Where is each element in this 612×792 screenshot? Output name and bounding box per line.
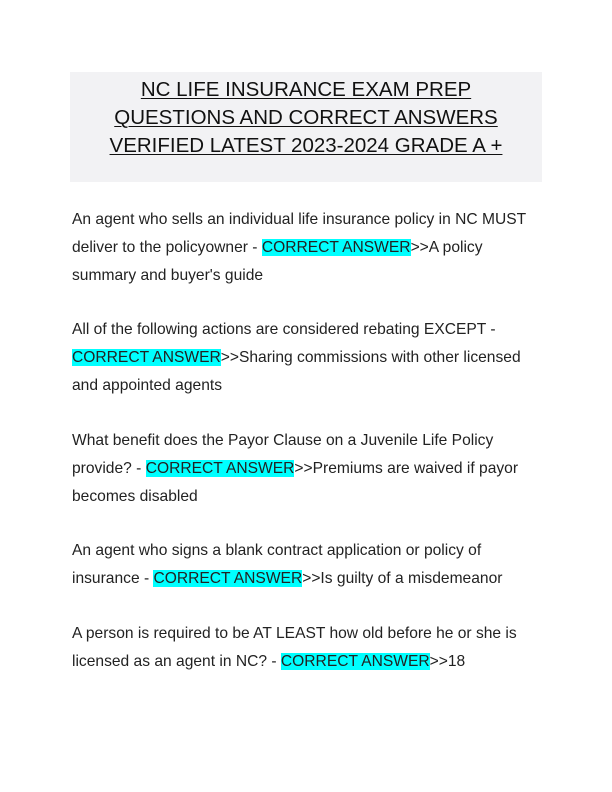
qa-item-5	[72, 620, 552, 676]
answer-text: >>18	[429, 653, 466, 670]
correct-answer-label: CORRECT ANSWER	[280, 653, 430, 670]
question-answer-line	[72, 234, 552, 262]
answer-text-continued: and appointed agents	[72, 377, 223, 394]
question-text: What benefit does the Payor Clause on a Juvenile Life Policy	[72, 432, 494, 449]
answer-text: >>A policy	[410, 239, 483, 256]
title-line-3: VERIFIED LATEST 2023-2024 GRADE A +	[109, 134, 503, 157]
title-line-1: NC LIFE INSURANCE EXAM PREP	[140, 78, 472, 101]
correct-answer-label: CORRECT ANSWER	[145, 460, 295, 477]
answer-text-continued: becomes disabled	[72, 488, 198, 505]
question-text-tail: insurance -	[72, 570, 154, 587]
question-answer-line	[72, 344, 552, 372]
correct-answer-label: CORRECT ANSWER	[72, 349, 221, 366]
question-text-tail: licensed as an agent in NC? -	[72, 653, 281, 670]
qa-item-4	[72, 537, 552, 593]
qa-item-2	[72, 316, 552, 400]
question-answer-line	[72, 455, 552, 483]
question-answer-line	[72, 648, 552, 676]
answer-text: >>Is guilty of a misdemeanor	[302, 570, 503, 587]
qa-item-1	[72, 206, 552, 290]
title-line-2: QUESTIONS AND CORRECT ANSWERS	[114, 106, 498, 129]
question-answer-line	[72, 565, 552, 593]
answer-text-continued: summary and buyer's guide	[72, 267, 264, 284]
question-text: All of the following actions are considered rebating EXCEPT -	[72, 321, 496, 338]
title-banner	[70, 72, 542, 182]
question-text: An agent who sells an individual life insurance policy in NC MUST	[72, 211, 527, 228]
answer-text: >>Premiums are waived if payor	[294, 460, 519, 477]
correct-answer-label: CORRECT ANSWER	[153, 570, 303, 587]
answer-text: >>Sharing commissions with other licensed	[220, 349, 521, 366]
question-text-tail: provide? -	[72, 460, 146, 477]
question-text: A person is required to be AT LEAST how old before he or she is	[72, 625, 517, 642]
correct-answer-label: CORRECT ANSWER	[261, 239, 411, 256]
question-text: An agent who signs a blank contract application or policy of	[72, 542, 482, 559]
qa-item-3	[72, 427, 552, 511]
document-title	[70, 76, 542, 160]
question-text-tail: deliver to the policyowner -	[72, 239, 262, 256]
